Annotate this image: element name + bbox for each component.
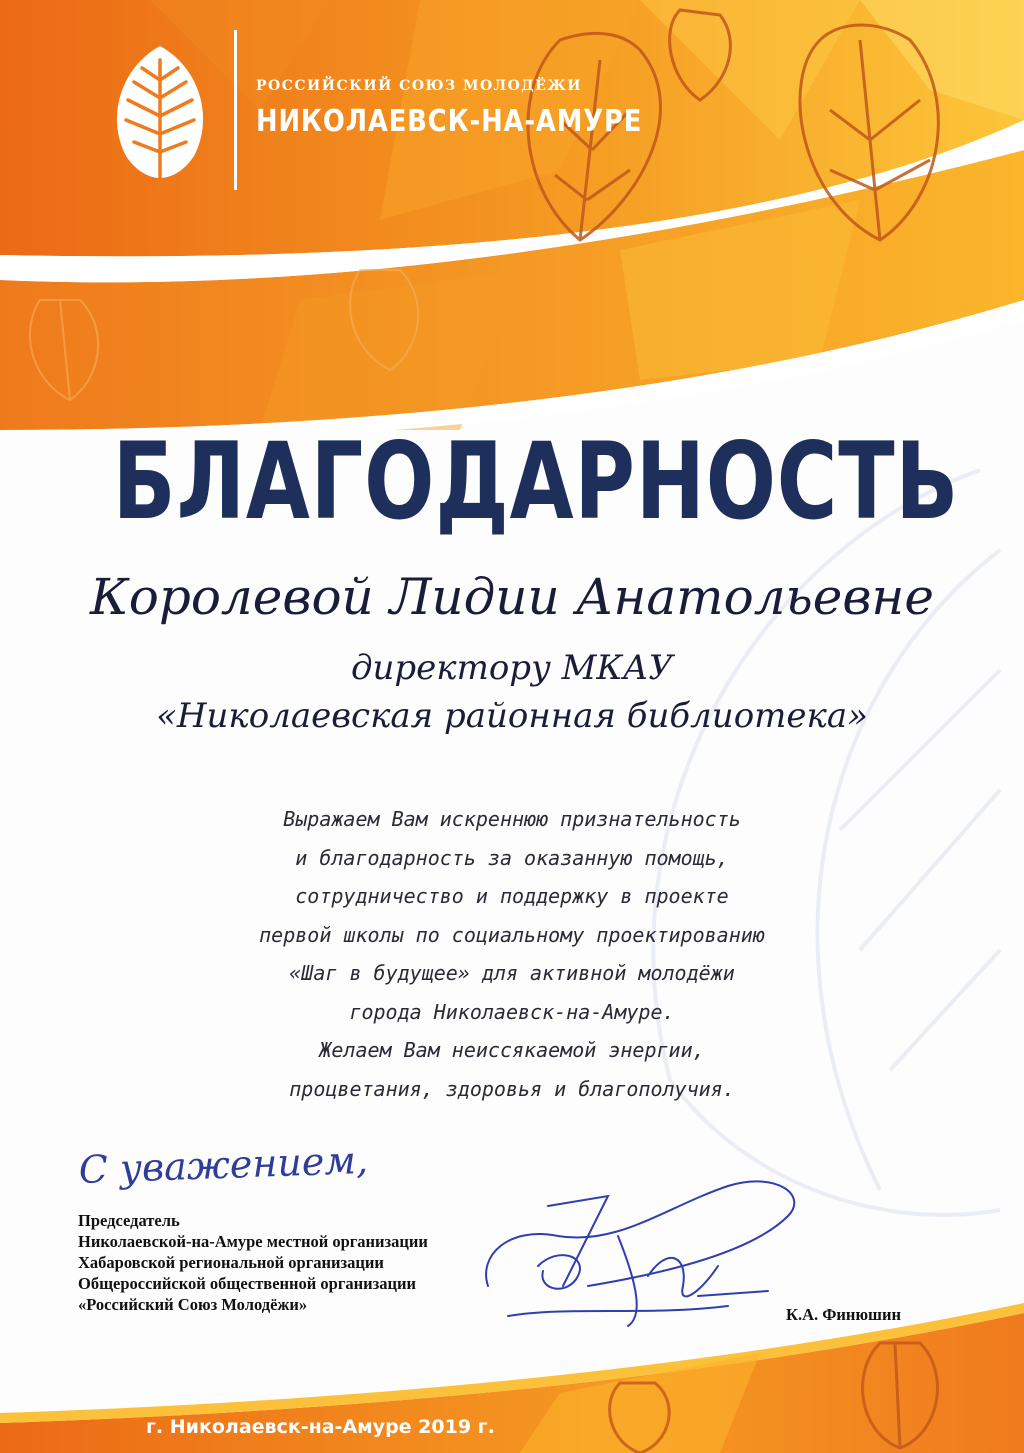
body-line: Желаем Вам неиссякаемой энергии, <box>319 1038 705 1062</box>
body-line: и благодарность за оказанную помощь, <box>295 845 729 870</box>
handwritten-signature <box>468 1166 828 1336</box>
signatory-line: Общероссийской общественной организации <box>78 1274 417 1293</box>
org-city: НИКОЛАЕВСК-НА-АМУРЕ <box>256 104 643 139</box>
body-line: «Шаг в будущее» для активной молодёжи <box>289 961 735 985</box>
signatory-block <box>78 1210 428 1315</box>
footer-place-date: г. Николаевск-на-Амуре 2019 г. <box>146 1416 495 1438</box>
body-line: сотрудничество и поддержку в проекте <box>295 884 729 908</box>
certificate-title: БЛАГОДАРНОСТЬ <box>112 420 960 543</box>
signatory-line: «Российский Союз Молодёжи» <box>78 1295 308 1314</box>
recipient-name: Королевой Лидии Анатольевне <box>90 568 934 626</box>
body-line: Выражаем Вам искреннюю признательность <box>283 807 741 831</box>
body-line: города Николаевск-на-Амуре. <box>349 999 675 1024</box>
greeting: С уважением, <box>78 1137 369 1192</box>
signatory-line: Хабаровской региональной организации <box>78 1253 384 1272</box>
body-line: процветания, здоровья и благополучия. <box>289 1076 735 1101</box>
certificate-body <box>112 800 912 1108</box>
body-line: первой школы по социальному проектированию <box>259 922 765 947</box>
recipient-position: директору МКАУ <box>350 648 674 688</box>
signer-name: К.А. Финюшин <box>786 1305 901 1324</box>
signatory-line: Председатель <box>78 1211 180 1230</box>
birch-leaf-icon <box>100 38 220 188</box>
recipient-organization: «Николаевская районная библиотека» <box>156 696 868 736</box>
signatory-line: Николаевской-на-Амуре местной организации <box>78 1232 428 1251</box>
logo-divider <box>234 30 237 190</box>
org-subtitle: РОССИЙСКИЙ СОЮЗ МОЛОДЁЖИ <box>256 78 582 94</box>
